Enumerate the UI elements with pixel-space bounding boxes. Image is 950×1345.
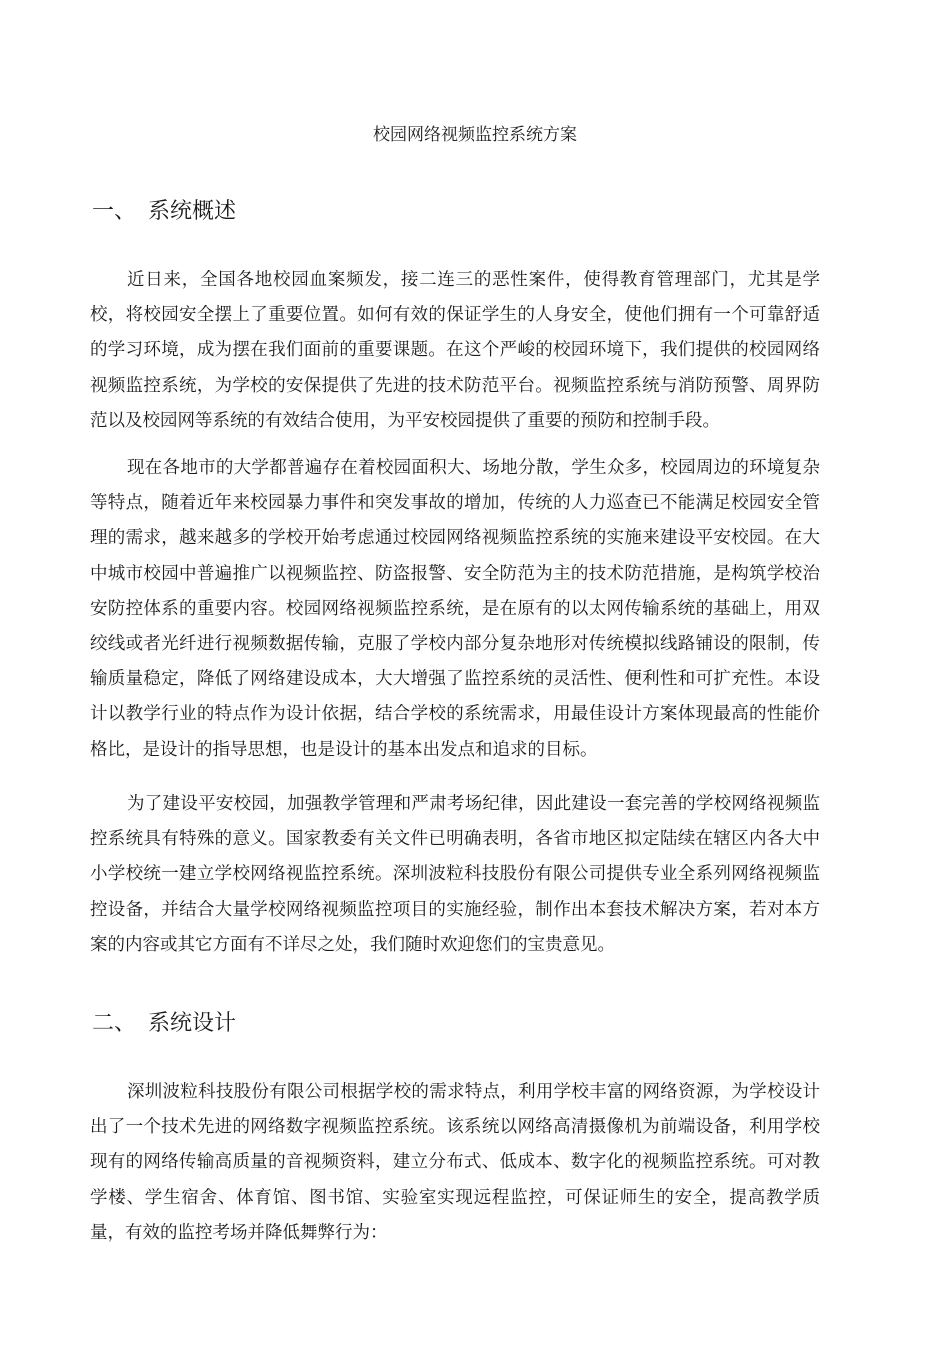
section-heading-overview: [92, 196, 236, 228]
section-title: 系统设计: [148, 1011, 237, 1036]
section-number: 一、: [92, 199, 137, 224]
section-heading-design: [92, 1008, 236, 1040]
paragraph: 深圳波粒科技股份有限公司根据学校的需求特点，利用学校丰富的网络资源，为学校设计出了一个技术先进的网络数字视频监控系统。该系统以网络高清摄像机为前端设备，利用学校现有的网络传输高质量的音视频资料，建立分布式、低成本、数字化的视频监控系统。可对教学楼、学生宿舍、体育馆、图书馆、实验室实现远程监控，可保证师生的安全，提高教学质量，有效的监控考场并降低舞弊行为：: [90, 1082, 820, 1243]
section-number: 二、: [92, 1011, 137, 1036]
paragraph: 为了建设平安校园，加强教学管理和严肃考场纪律，因此建设一套完善的学校网络视频监控系统具有特殊的意义。国家教委有关文件已明确表明，各省市地区拟定陆续在辖区内各大中小学校统一建立学校网络视监控系统。深圳波粒科技股份有限公司提供专业全系列网络视频监控设备，并结合大量学校网络视频监控项目的实施经验，制作出本套技术解决方案，若对本方案的内容或其它方面有不详尽之处，我们随时欢迎您们的宝贵意见。: [90, 794, 820, 955]
paragraph: 近日来，全国各地校园血案频发，接二连三的恶性案件，使得教育管理部门，尤其是学校，将校园安全摆上了重要位置。如何有效的保证学生的人身安全，使他们拥有一个可靠舒适的学习环境，成为摆在我们面前的重要课题。在这个严峻的校园环境下，我们提供的校园网络视频监控系统，为学校的安保提供了先进的技术防范平台。视频监控系统与消防预警、周界防范以及校园网等系统的有效结合使用，为平安校园提供了重要的预防和控制手段。: [90, 270, 820, 431]
document-title: 校园网络视频监控系统方案: [373, 125, 577, 145]
paragraph: 现在各地市的大学都普遍存在着校园面积大、场地分散，学生众多，校园周边的环境复杂等特点，随着近年来校园暴力事件和突发事故的增加，传统的人力巡查已不能满足校园安全管理的需求，越来越多的学校开始考虑通过校园网络视频监控系统的实施来建设平安校园。在大中城市校园中普遍推广以视频监控、防盗报警、安全防范为主的技术防范措施，是构筑学校治安防控体系的重要内容。校园网络视频监控系统，是在原有的以太网传输系统的基础上，用双绞线或者光纤进行视频数据传输，克服了学校内部分复杂地形对传统模拟线路铺设的限制，传输质量稳定，降低了网络建设成本，大大增强了监控系统的灵活性、便利性和可扩充性。本设计以教学行业的特点作为设计依据，结合学校的系统需求，用最佳设计方案体现最高的性能价格比，是设计的指导思想，也是设计的基本出发点和追求的目标。: [90, 458, 820, 760]
section-title: 系统概述: [148, 199, 237, 224]
